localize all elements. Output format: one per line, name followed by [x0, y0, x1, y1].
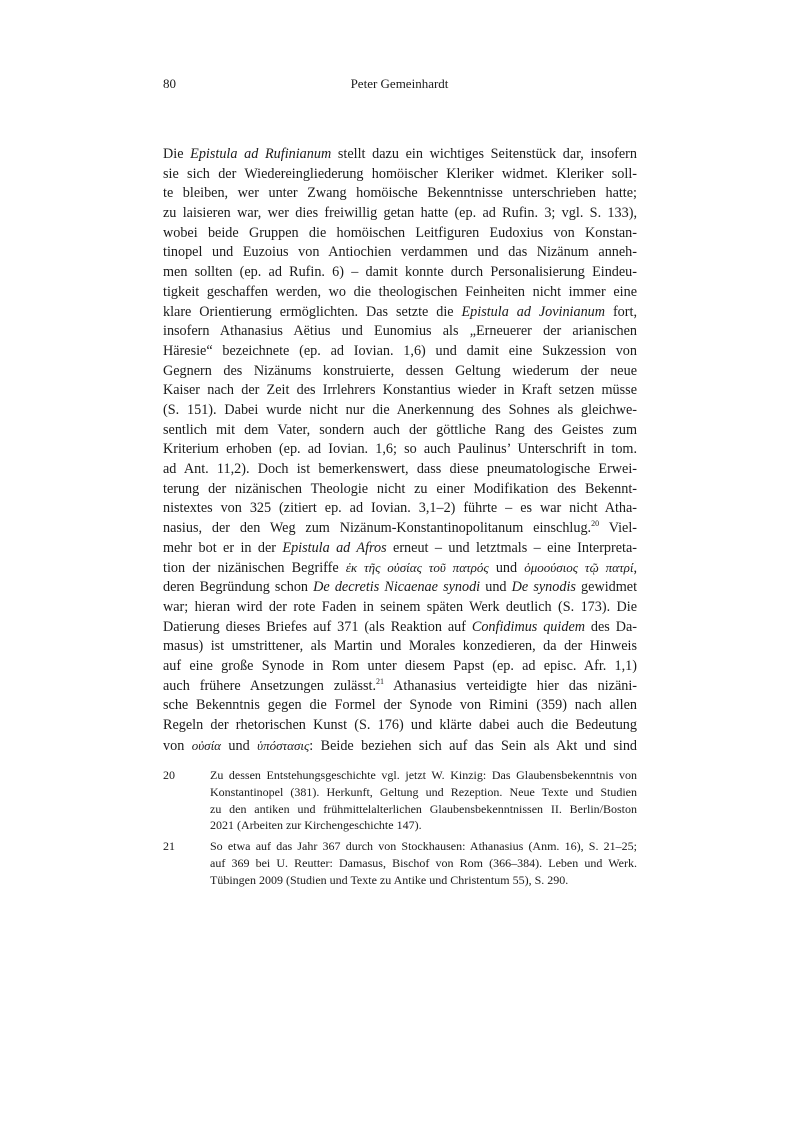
text-run: tion der nizänischen Begriffe	[163, 560, 346, 577]
running-head: Peter Gemeinhardt	[350, 76, 449, 91]
footnote-text	[210, 838, 637, 888]
body-line	[163, 263, 637, 283]
footnote-number: 20	[163, 768, 175, 782]
body-line	[163, 736, 637, 756]
text-run: fort,	[605, 303, 637, 320]
footnote-line: Zu dessen Entstehungsgeschichte vgl. jetzt W. Kinzig: Das Glaubensbekenntnis von	[210, 768, 637, 782]
text-run: Kriterium erhoben (ep. ad Iovian. 1,6; so auch Paulinus’ Unterschrift in tom.	[163, 441, 637, 458]
text-run: : Beide beziehen sich auf das Sein als Akt und sind	[309, 737, 638, 754]
text-run: wobei beide Gruppen die homöischen Leitfiguren Eudoxius von Konstan-	[163, 224, 637, 241]
text-run: Datierung dieses Briefes auf 371 (als Reaktion auf	[163, 618, 472, 635]
body-line	[163, 677, 637, 697]
text-run: Häresie“ bezeichnete (ep. ad Iovian. 1,6) und damit eine Sukzession von	[163, 342, 637, 359]
greek-term: ἐκ τῆς οὐσίας τοῦ πατρός	[345, 560, 489, 576]
text-run: und	[480, 579, 512, 596]
body-line	[163, 421, 637, 441]
text-run: klare Orientierung ermöglichten. Das setzte die	[163, 303, 462, 320]
text-run: insofern Athanasius Aëtius und Eunomius als „Erneuerer der arianischen	[163, 323, 637, 340]
text-run: ad Ant. 11,2). Doch ist bemerkenswert, dass diese pneumatologische Erwei-	[163, 461, 637, 477]
body-line	[163, 499, 637, 519]
body-line	[163, 696, 637, 716]
body-line	[163, 303, 637, 323]
body-line	[163, 657, 637, 677]
text-run: mehr bot er in der	[163, 539, 283, 556]
footnote-line: zu den antiken und frühmittelalterlichen Glaubensbekenntnissen II. Berlin/Boston	[210, 801, 637, 816]
text-run: nistextes von 325 (zitiert ep. ad Iovian. 3,1–2) führte – es war nicht Atha-	[163, 500, 637, 517]
footnote-line: auf 369 bei U. Reutter: Damasus, Bischof von Rom (366–384). Leben und Werk.	[210, 855, 637, 870]
text-run: sie sich der Wiedereingliederung homöischer Kleriker widmet. Kleriker soll-	[163, 165, 637, 182]
italic-title: Epistula ad Jovinianum	[461, 303, 606, 320]
text-run: erneut – und letztmals – eine Interpreta-	[386, 539, 637, 556]
body-line	[163, 716, 637, 736]
body-line	[163, 224, 637, 244]
body-line	[163, 381, 637, 401]
footnote-line: 2021 (Arbeiten zur Kirchengeschichte 147).	[210, 818, 422, 833]
italic-title: De synodis	[511, 579, 576, 596]
italic-title: Confidimus quidem	[471, 618, 585, 635]
italic-title: Epistula ad Rufinianum	[190, 146, 332, 162]
text-run: sche Bekenntnis gegen die Formel der Synode von Rimini (359) nach allen	[163, 697, 637, 714]
footnote-text	[210, 767, 637, 834]
body-line	[163, 362, 637, 382]
body-line	[163, 558, 637, 578]
body-line	[163, 578, 637, 598]
body-line	[163, 322, 637, 342]
text-run: stellt dazu ein wichtiges Seitenstück dar, insofern	[331, 146, 637, 162]
body-line	[163, 539, 637, 559]
text-run: des Da-	[584, 618, 637, 635]
footnote	[163, 838, 637, 888]
text-run: tinopel und Euzoius von Antiochien verdammen und das Nizänum anneh-	[163, 244, 637, 261]
text-run: auch frühere Ansetzungen zulässt.	[163, 677, 377, 694]
body-line	[163, 165, 637, 185]
text-run: zu laisieren war, wer dies freiwillig getan hatte (ep. ad Rufin. 3; vgl. S. 133),	[163, 205, 637, 222]
text-run: masus) ist umstrittener, als Martin und Morales konzedieren, da der Hinweis	[163, 638, 637, 655]
text-run: Athanasius verteidigte hier das nizäni-	[384, 677, 637, 694]
body-line	[163, 283, 637, 303]
footnote-line: So etwa auf das Jahr 367 durch von Stockhausen: Athanasius (Anm. 16), S. 21–25;	[210, 839, 637, 854]
footnote-line: Tübingen 2009 (Studien und Texte zu Antike und Christentum 55), S. 290.	[210, 872, 569, 887]
text-run: Regeln der rhetorischen Kunst (S. 176) und klärte dabei auch die Bedeutung	[163, 716, 637, 733]
text-run: Kaiser nach der Zeit des Irrlehrers Konstantius wieder in Kraft setzen müsse	[163, 382, 637, 399]
greek-term: οὐσία	[191, 737, 222, 753]
body-line	[163, 460, 637, 480]
text-run: Die	[163, 146, 191, 162]
text-run: terung der nizänischen Theologie nicht zu einer Modifikation des Bekennt-	[163, 480, 637, 497]
body-text	[163, 145, 637, 755]
italic-title: Epistula ad Afros	[282, 539, 387, 556]
italic-title: De decretis Nicaenae synodi	[313, 579, 481, 596]
body-line	[163, 637, 637, 657]
body-line	[163, 480, 637, 500]
body-line	[163, 204, 637, 224]
text-run: Viel-	[599, 520, 637, 537]
text-run: tigkeit geschaffen werden, wo die theologischen Feinheiten nicht immer eine	[163, 283, 637, 300]
text-run: und	[488, 560, 525, 577]
footnote-line: Konstantinopel (381). Herkunft, Geltung und Rezeption. Neue Texte und Studien	[210, 784, 637, 799]
body-line	[163, 401, 637, 421]
body-line	[163, 145, 637, 165]
body-line	[163, 618, 637, 638]
footnote-ref[interactable]: 21	[376, 676, 385, 686]
text-run: (S. 151). Dabei wurde nicht nur die Anerkennung des Sohnes als gleichwe-	[163, 401, 637, 418]
text-run: Gegnern des Nizänums konstruierte, dessen Geltung wiederum der neue	[163, 362, 637, 379]
body-line	[163, 342, 637, 362]
text-run: von	[163, 737, 192, 754]
footnotes	[163, 767, 637, 893]
greek-term: ὑπόστασις	[257, 737, 310, 753]
text-run: sentlich mit dem Vater, sondern auch der göttliche Rang des Geistes zum	[163, 421, 637, 438]
text-run: und	[221, 737, 258, 754]
footnote	[163, 767, 637, 834]
body-line	[163, 184, 637, 204]
text-run: te bleiben, wer unter Zwang homöische Bekenntnisse unterschrieben hatte;	[163, 185, 637, 202]
greek-term: ὁμοούσιος τῷ πατρί	[524, 560, 634, 576]
footnote-ref[interactable]: 20	[591, 519, 600, 529]
page-number: 80	[163, 76, 176, 91]
text-run: ,	[633, 560, 638, 577]
footnote-number: 21	[163, 839, 175, 854]
text-run: nasius, der den Weg zum Nizänum-Konstantinopolitanum einschlug.	[163, 520, 592, 537]
text-run: auf eine große Synode in Rom unter diesem Papst (ep. ad episc. Afr. 1,1)	[163, 657, 637, 674]
body-line	[163, 519, 637, 539]
text-run: deren Begründung schon	[163, 579, 314, 596]
body-line	[163, 243, 637, 263]
text-run: men sollten (ep. ad Rufin. 6) – damit konnte durch Personalisierung Eindeu-	[163, 264, 637, 281]
body-line	[163, 440, 637, 460]
body-line	[163, 598, 637, 618]
text-run: gewidmet	[575, 579, 638, 596]
text-run: war; hieran wird der rote Faden in seinem späten Werk deutlich (S. 173). Die	[163, 598, 637, 615]
